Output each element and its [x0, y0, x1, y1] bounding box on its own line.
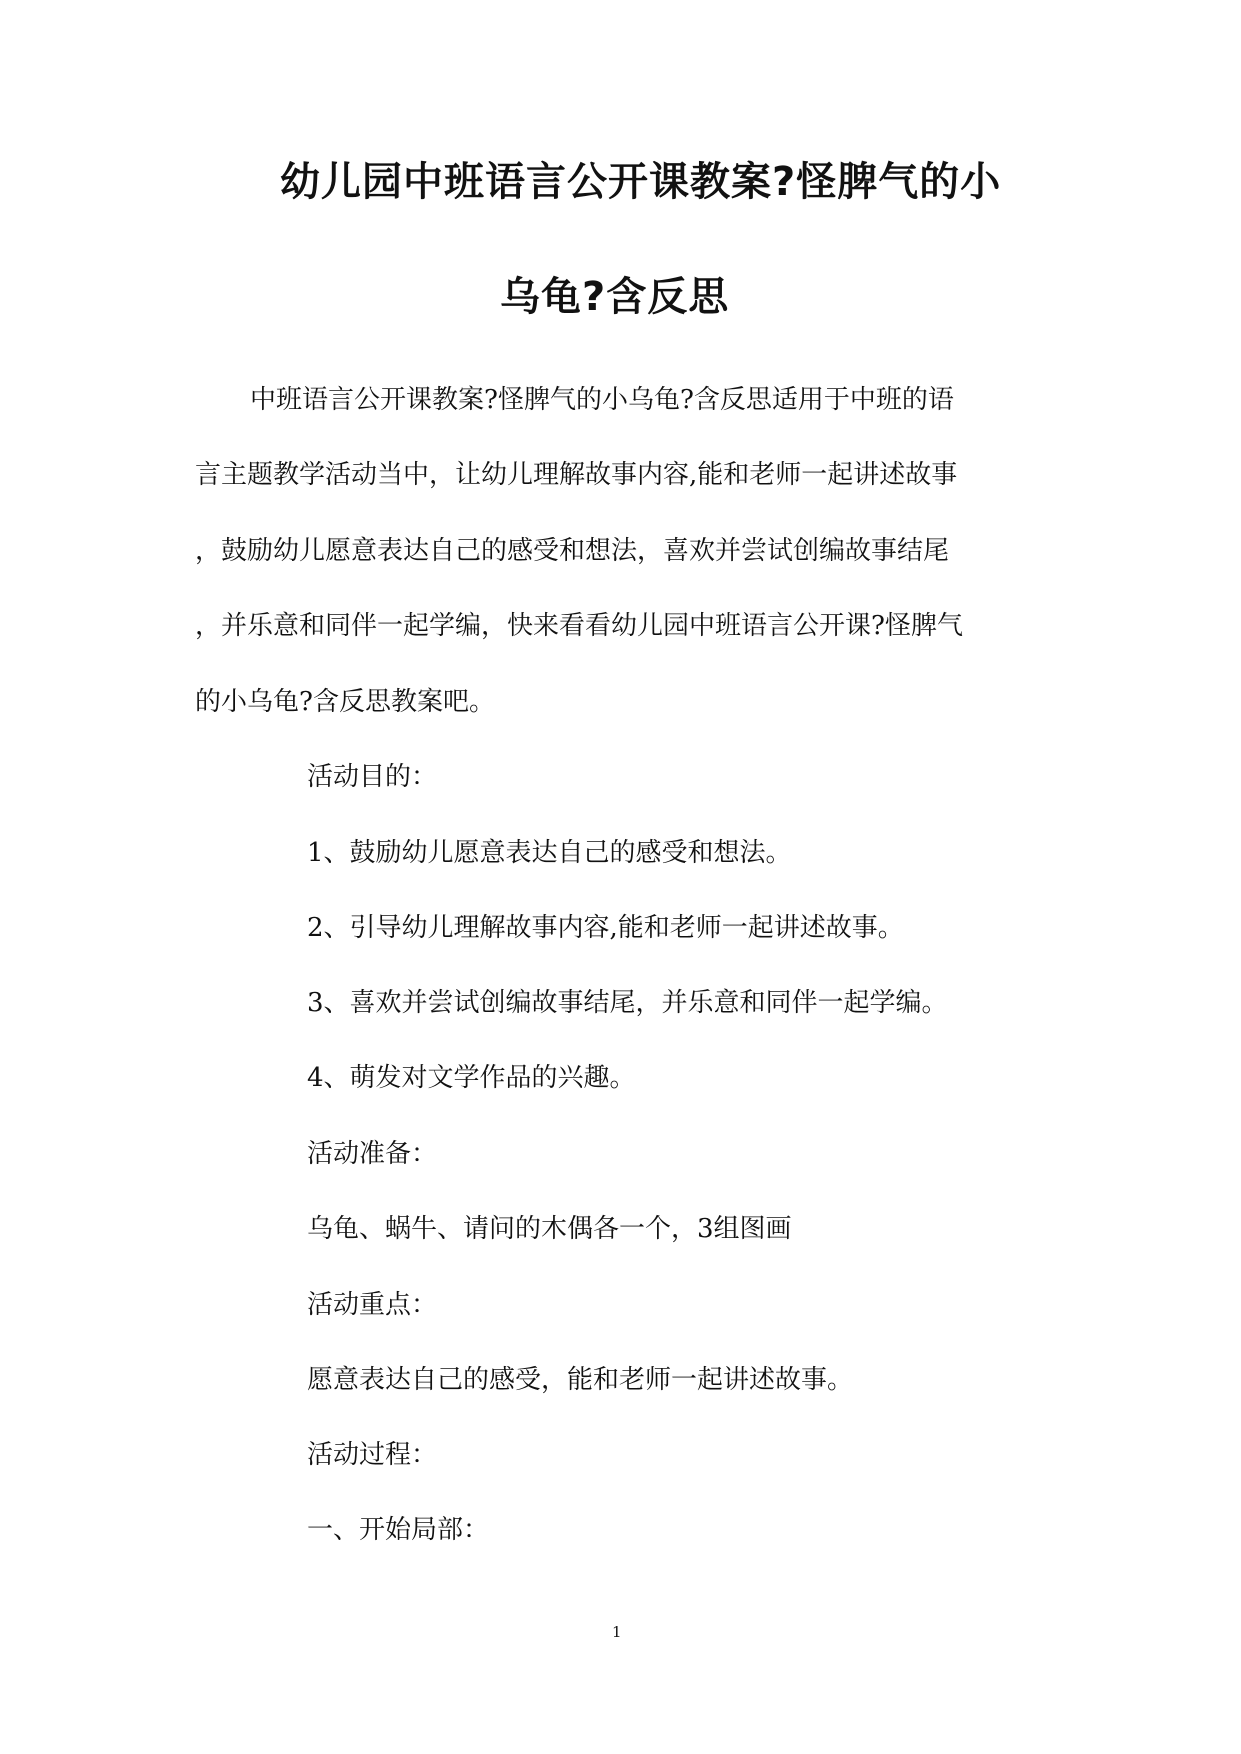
intro-line-3: ，鼓励幼儿愿意表达自己的感受和想法，喜欢并尝试创编故事结尾: [195, 536, 950, 566]
preparation-text: 乌龟、蜗牛、请问的木偶各一个，3组图画: [307, 1214, 792, 1244]
section-heading-process: 活动过程：: [307, 1440, 438, 1470]
document-title-line-1: 幼儿园中班语言公开课教案?怪脾气的小: [280, 159, 1002, 205]
goal-item-4: 4、萌发对文学作品的兴趣。: [307, 1063, 636, 1093]
document-title-line-2: 乌龟?含反思: [500, 274, 730, 320]
process-part-1-heading: 一、开始局部：: [307, 1515, 490, 1545]
intro-line-5: 的小乌龟?含反思教案吧。: [195, 687, 495, 717]
intro-line-1: 中班语言公开课教案?怪脾气的小乌龟?含反思适用于中班的语: [250, 385, 954, 415]
goal-item-3: 3、喜欢并尝试创编故事结尾，并乐意和同伴一起学编。: [307, 988, 948, 1018]
section-heading-preparation: 活动准备：: [307, 1139, 438, 1169]
focus-text: 愿意表达自己的感受，能和老师一起讲述故事。: [307, 1365, 854, 1395]
goal-item-1: 1、鼓励幼儿愿意表达自己的感受和想法。: [307, 838, 792, 868]
page-number: 1: [612, 1623, 622, 1641]
intro-line-2: 言主题教学活动当中，让幼儿理解故事内容,能和老师一起讲述故事: [195, 460, 958, 490]
section-heading-goals: 活动目的：: [307, 762, 438, 792]
section-heading-focus: 活动重点：: [307, 1290, 438, 1320]
intro-line-4: ，并乐意和同伴一起学编，快来看看幼儿园中班语言公开课?怪脾气: [195, 611, 963, 641]
goal-item-2: 2、引导幼儿理解故事内容,能和老师一起讲述故事。: [307, 913, 904, 943]
